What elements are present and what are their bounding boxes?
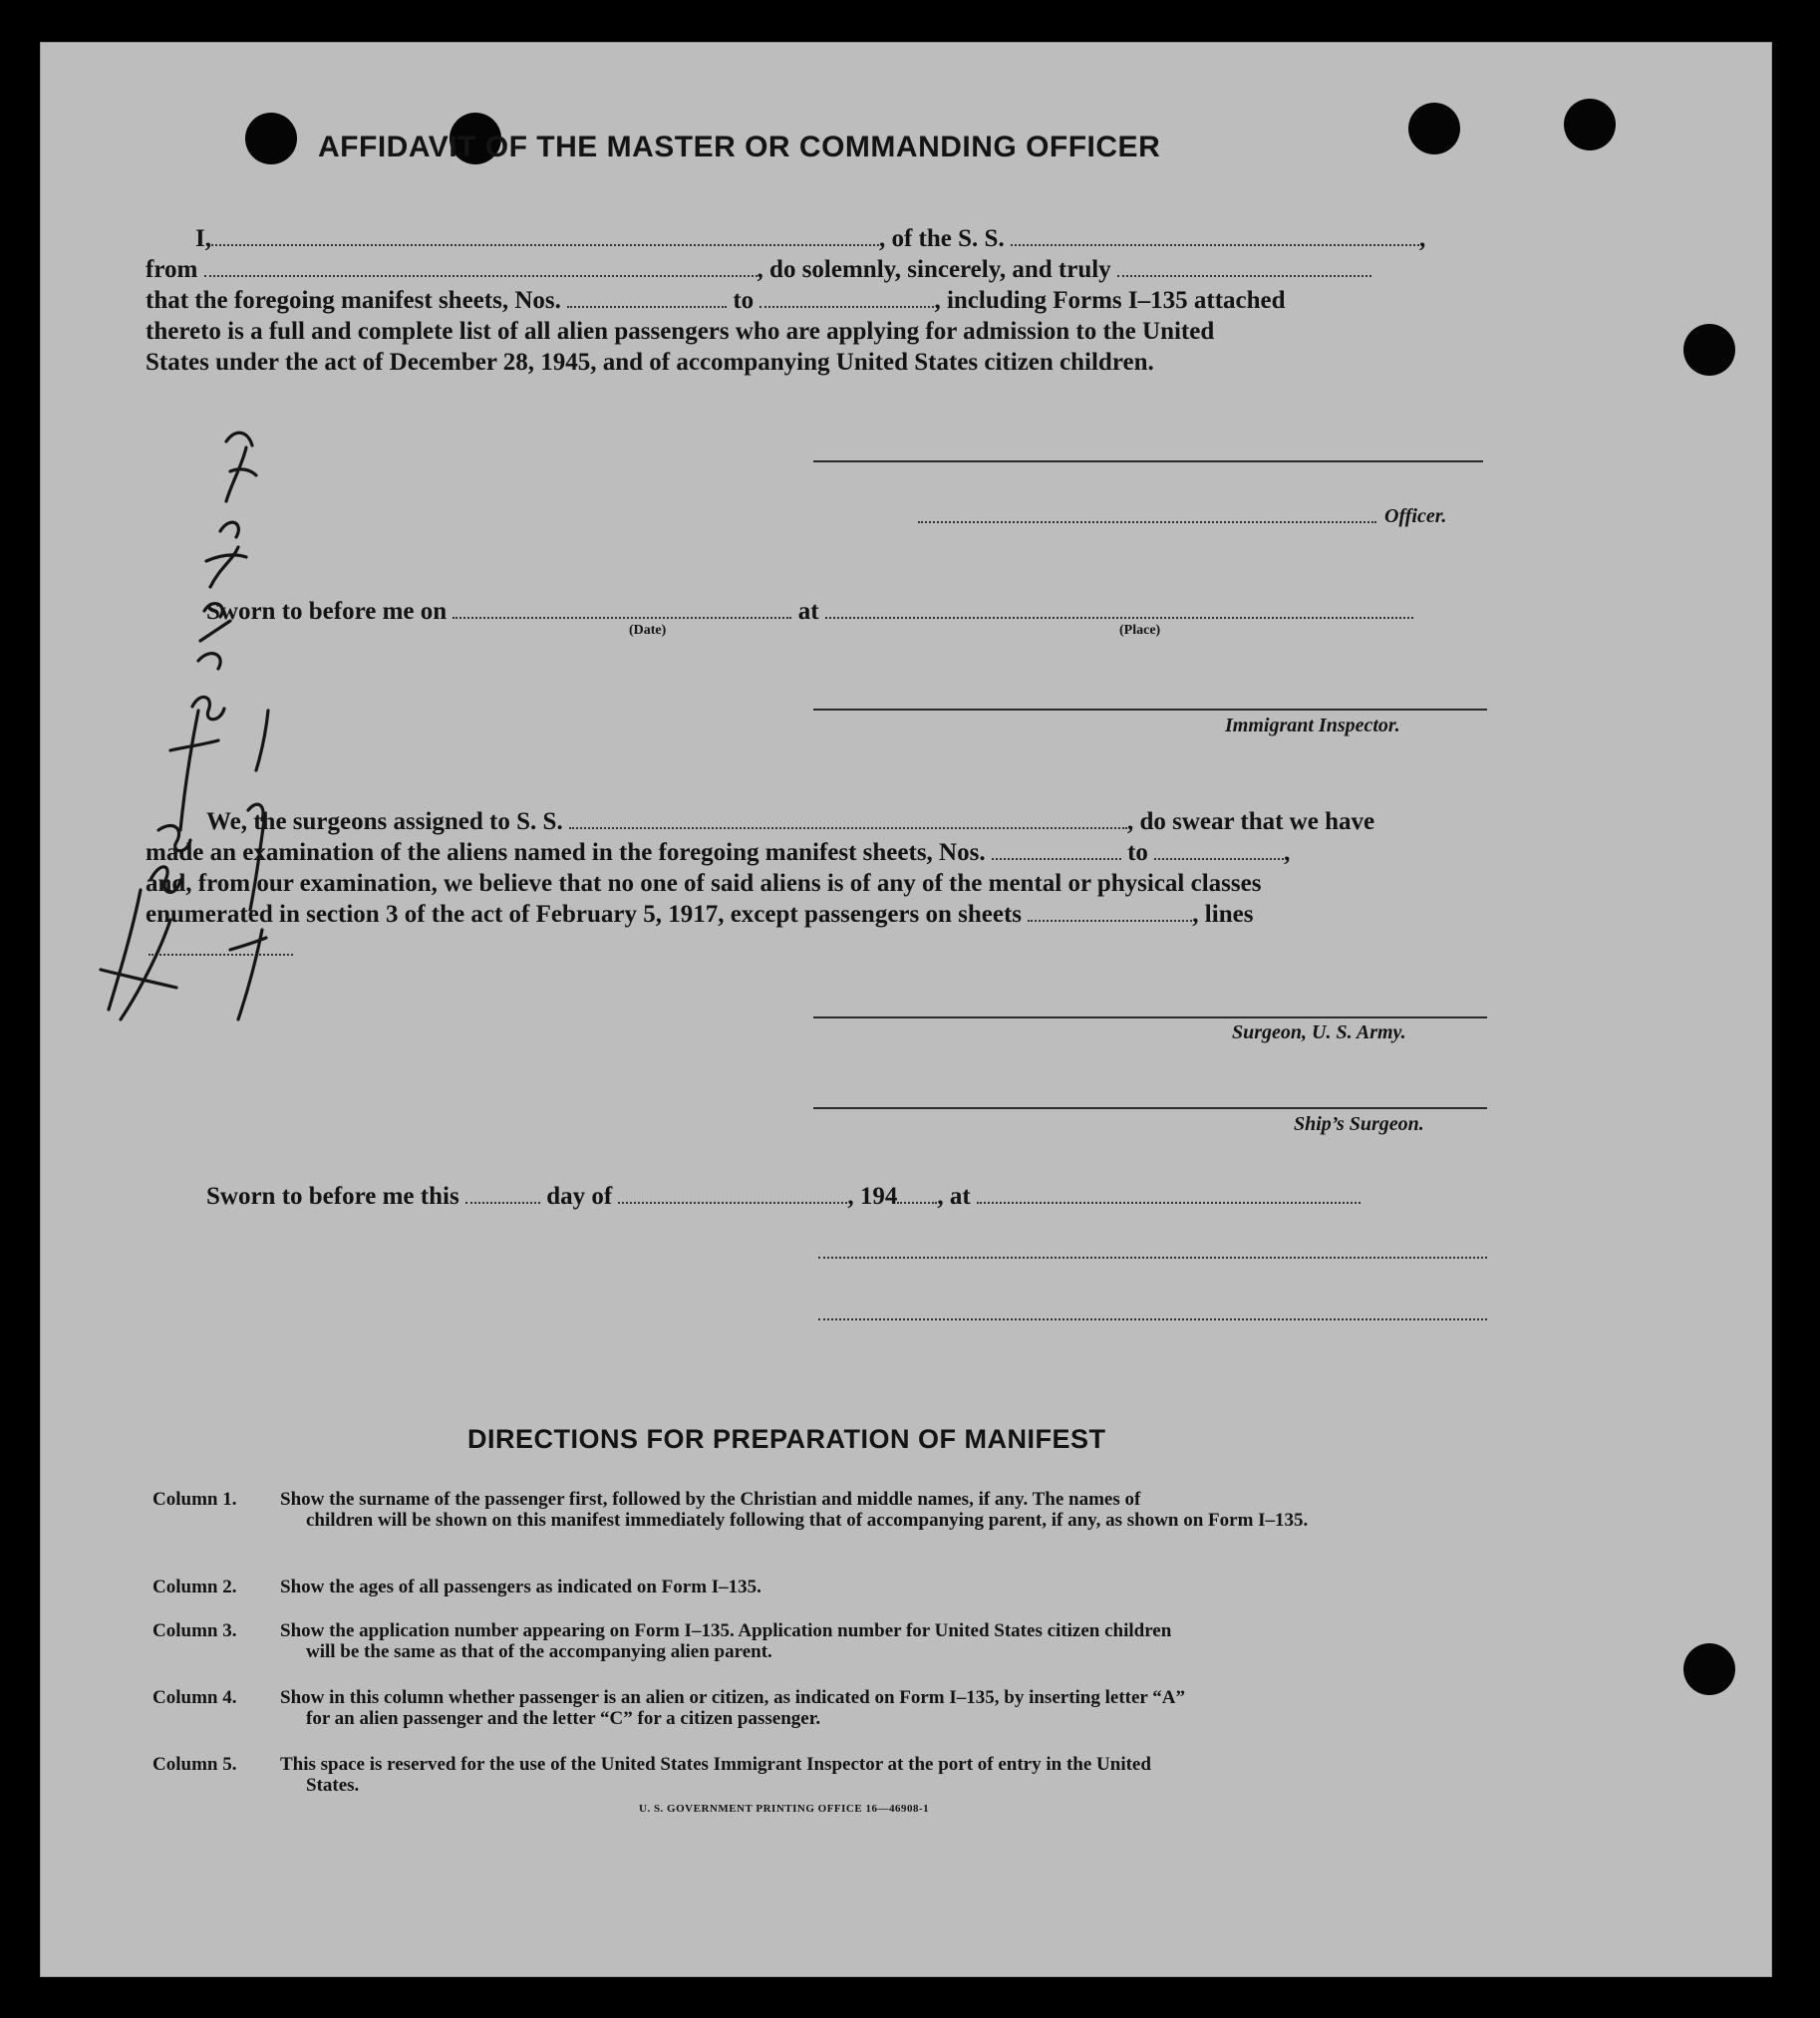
direction-text-first: This space is reserved for the use of the United States Immigrant Inspector at the port of entry in the United: [280, 1754, 1151, 1775]
direction-text-rest: States.: [306, 1775, 360, 1796]
exception-sheets-field[interactable]: [1028, 902, 1192, 922]
date-caption: (Date): [629, 623, 667, 638]
direction-column-label: Column 3.: [152, 1620, 237, 1641]
direction-text-first: Show in this column whether passenger is an alien or citizen, as indicated on Form I–135, by inserting letter “A”: [280, 1687, 1185, 1708]
directions-title: DIRECTIONS FOR PREPARATION OF MANIFEST: [467, 1424, 1106, 1454]
sworn-line-2: Sworn to before me this day of , 194 , at: [206, 1182, 1361, 1212]
direction-text: [280, 1577, 1486, 1597]
sheets-from-field[interactable]: [567, 288, 727, 308]
direction-text: [280, 1687, 1486, 1729]
direction-text-rest: for an alien passenger and the letter “C” for a citizen passenger.: [306, 1708, 821, 1729]
direction-text-rest: will be the same as that of the accompanying alien parent.: [306, 1641, 772, 1662]
direction-column-label: Column 4.: [152, 1687, 237, 1708]
sworn-year-field[interactable]: [897, 1184, 937, 1204]
direction-text-first: Show the ages of all passengers as indicated on Form I–135.: [280, 1577, 761, 1597]
affidavit-line-4: thereto is a full and complete list of all alien passengers who are applying for admission to the United: [146, 318, 1215, 345]
master-name-field[interactable]: [211, 226, 879, 246]
form-title: AFFIDAVIT OF THE MASTER OR COMMANDING OFFICER: [318, 131, 1161, 163]
surgeons-line-1: We, the surgeons assigned to S. S. , do swear that we have: [206, 808, 1375, 835]
surgeons-line-2: made an examination of the aliens named in the foregoing manifest sheets, Nos. to ,: [146, 839, 1291, 866]
exam-sheets-to-field[interactable]: [1154, 840, 1284, 860]
oath-field[interactable]: [1117, 257, 1371, 277]
affidavit-line-1: I, , of the S. S. ,: [195, 225, 1426, 252]
printer-footer: U. S. GOVERNMENT PRINTING OFFICE 16—46908-1: [639, 1803, 930, 1815]
punch-hole: [1408, 103, 1460, 154]
inspector-signature-line[interactable]: [813, 709, 1487, 711]
direction-column-label: Column 5.: [152, 1754, 237, 1775]
form-page: [40, 42, 1772, 1977]
army-surgeon-label: Surgeon, U. S. Army.: [1232, 1021, 1406, 1043]
master-signature-line[interactable]: [813, 460, 1483, 462]
punch-hole: [1564, 99, 1616, 150]
handwritten-notation: [81, 412, 270, 1049]
sheets-to-field[interactable]: [759, 288, 934, 308]
sworn-line-1: Sworn to before me on at: [206, 597, 1413, 627]
direction-text: [280, 1489, 1486, 1531]
sworn-date-field[interactable]: [453, 599, 791, 619]
punch-hole: [1683, 324, 1735, 376]
ship-surgeon-label: Ship’s Surgeon.: [1294, 1113, 1424, 1135]
surgeons-ship-field[interactable]: [569, 809, 1127, 829]
affidavit-line-3: that the foregoing manifest sheets, Nos. to , including Forms I–135 attached: [146, 287, 1286, 314]
signature-line-1[interactable]: [818, 1257, 1487, 1259]
punch-hole: [245, 113, 297, 164]
affidavit-line-5: States under the act of December 28, 1945, and of accompanying United States citizen children.: [146, 349, 1154, 376]
ship-name-field[interactable]: [1011, 226, 1419, 246]
inspector-label: Immigrant Inspector.: [1225, 715, 1400, 736]
direction-column-label: Column 2.: [152, 1577, 237, 1597]
direction-column-label: Column 1.: [152, 1489, 237, 1510]
signature-line-2[interactable]: [818, 1318, 1487, 1320]
exam-sheets-from-field[interactable]: [992, 840, 1121, 860]
officer-label: Officer.: [1384, 505, 1447, 527]
direction-text: [280, 1754, 1486, 1796]
surgeons-line-3: and, from our examination, we believe that no one of said aliens is of any of the mental or physical classes: [146, 870, 1262, 897]
place-caption: (Place): [1119, 623, 1161, 638]
direction-text-first: Show the surname of the passenger first, followed by the Christian and middle names, if any. The names of: [280, 1489, 1141, 1510]
army-surgeon-signature-line[interactable]: [813, 1016, 1487, 1018]
sworn2-place-field[interactable]: [977, 1184, 1361, 1204]
direction-text-rest: children will be shown on this manifest immediately following that of accompanying parent, if any, as shown on Form I–135.: [306, 1510, 1309, 1531]
sworn-day-field[interactable]: [465, 1184, 540, 1204]
direction-text: [280, 1620, 1486, 1662]
punch-hole: [1683, 1643, 1735, 1695]
officer-title-line[interactable]: [918, 521, 1376, 523]
surgeons-line-4: enumerated in section 3 of the act of February 5, 1917, except passengers on sheets , lines: [146, 901, 1254, 928]
from-port-field[interactable]: [204, 257, 758, 277]
sworn-month-field[interactable]: [618, 1184, 847, 1204]
sworn-place-field[interactable]: [825, 599, 1413, 619]
ship-surgeon-signature-line[interactable]: [813, 1107, 1487, 1109]
direction-text-first: Show the application number appearing on Form I–135. Application number for United States citizen children: [280, 1620, 1172, 1641]
affidavit-line-2: from , do solemnly, sincerely, and truly: [146, 255, 1371, 285]
